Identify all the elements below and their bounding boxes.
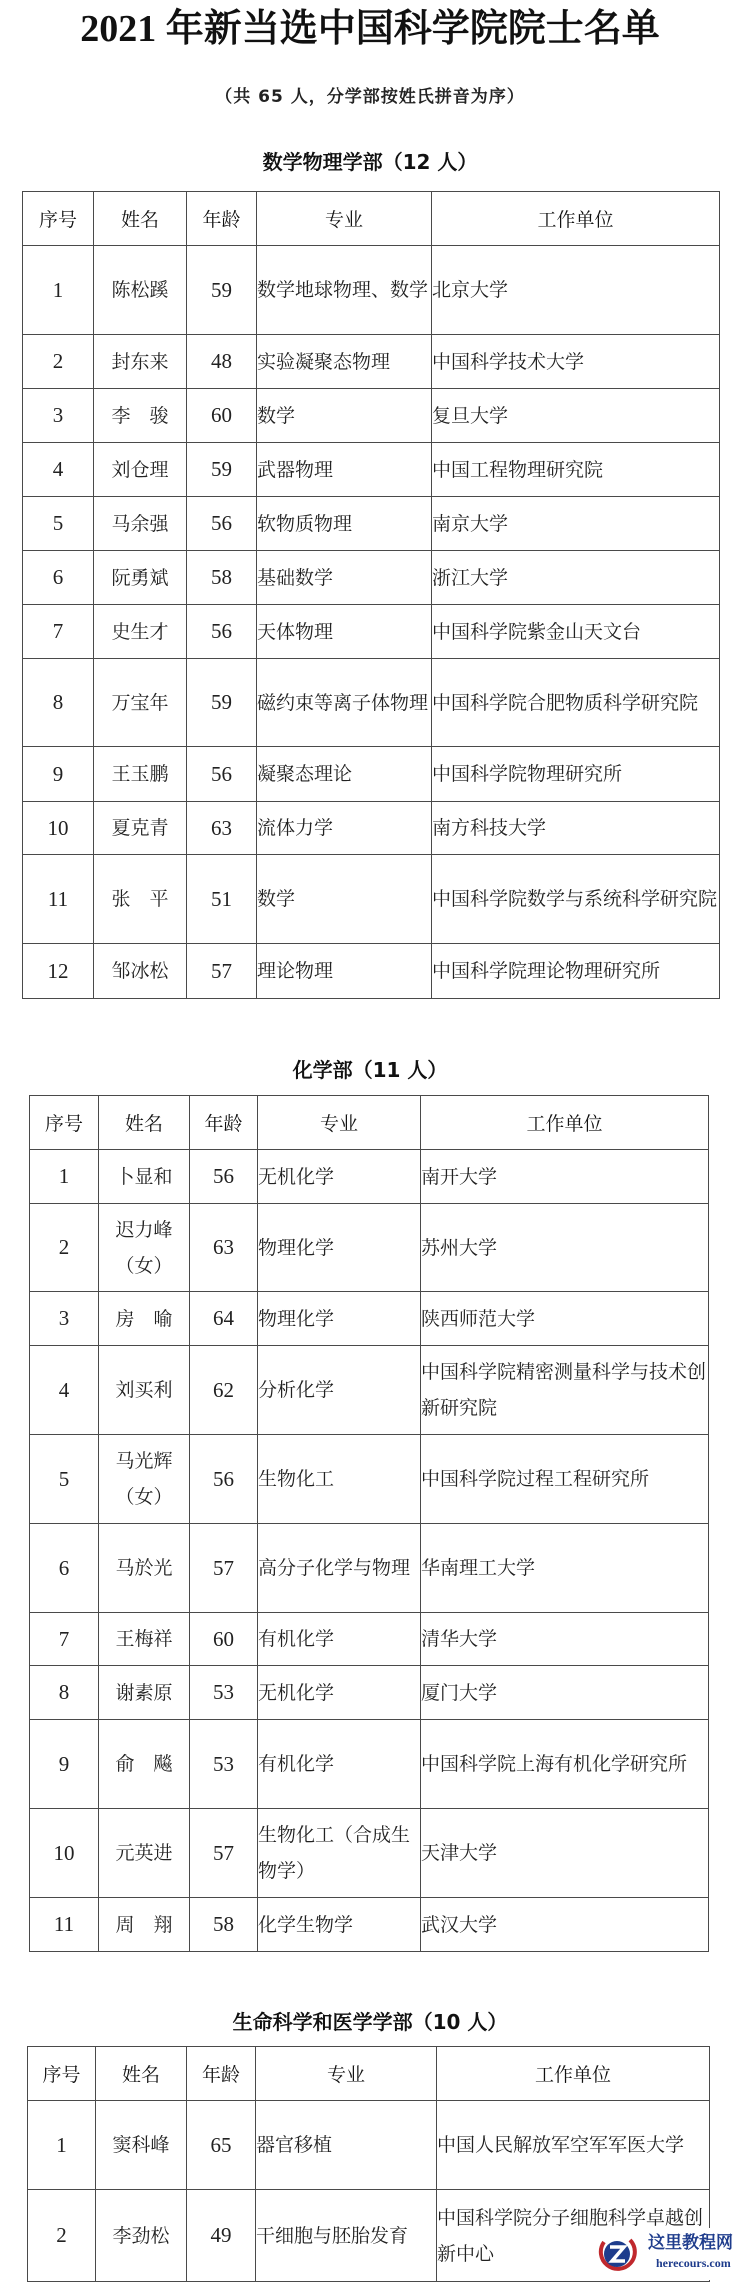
cell-age: 63: [190, 1204, 258, 1292]
cell-age: 53: [190, 1720, 258, 1809]
header-no: 序号: [28, 2047, 96, 2101]
table-header-row: [23, 192, 720, 246]
cell-age: 62: [190, 1346, 258, 1435]
header-unit: 工作单位: [421, 1096, 709, 1150]
cell-unit: 南方科技大学: [432, 802, 720, 855]
cell-name: 夏克青: [94, 802, 187, 855]
table-row: [30, 1435, 709, 1524]
cell-major: 物理化学: [258, 1204, 421, 1292]
cell-age: 60: [190, 1613, 258, 1666]
cell-name: 王梅祥: [99, 1613, 190, 1666]
cell-name: 迟力峰（女）: [99, 1204, 190, 1292]
section-heading-math-physics: 数学物理学部（12 人）: [262, 150, 478, 174]
cell-name: 李劲松: [96, 2190, 187, 2282]
cell-no: 9: [30, 1720, 99, 1809]
cell-no: 2: [23, 335, 94, 389]
table-row: [23, 659, 720, 747]
header-name: 姓名: [96, 2047, 187, 2101]
cell-age: 64: [190, 1292, 258, 1346]
cell-age: 59: [187, 659, 257, 747]
cell-age: 58: [190, 1898, 258, 1952]
cell-major: 流体力学: [257, 802, 432, 855]
cell-name: 封东来: [94, 335, 187, 389]
section-heading-chemistry: 化学部（11 人）: [292, 1058, 448, 1082]
header-name: 姓名: [94, 192, 187, 246]
table-row: [30, 1524, 709, 1613]
table-row: [23, 855, 720, 944]
cell-no: 12: [23, 944, 94, 999]
cell-age: 57: [187, 944, 257, 999]
table-row: [30, 1346, 709, 1435]
cell-no: 1: [23, 246, 94, 335]
cell-no: 5: [23, 497, 94, 551]
cell-name: 史生才: [94, 605, 187, 659]
document-title: 2021 年新当选中国科学院院士名单: [80, 8, 660, 50]
cell-name: 元英进: [99, 1809, 190, 1898]
cell-age: 60: [187, 389, 257, 443]
cell-major: 数学: [257, 389, 432, 443]
cell-age: 59: [187, 443, 257, 497]
cell-name: 房 喻: [99, 1292, 190, 1346]
cell-no: 6: [30, 1524, 99, 1613]
cell-name: 陈松蹊: [94, 246, 187, 335]
cell-age: 49: [187, 2190, 256, 2282]
cell-name: 卜显和: [99, 1150, 190, 1204]
table-row: [30, 1204, 709, 1292]
header-major: 专业: [258, 1096, 421, 1150]
table-row: [30, 1898, 709, 1952]
table-row: [23, 802, 720, 855]
cell-no: 7: [30, 1613, 99, 1666]
cell-unit: 中国科学院理论物理研究所: [432, 944, 720, 999]
header-no: 序号: [30, 1096, 99, 1150]
cell-age: 56: [187, 497, 257, 551]
document-subtitle: （共 65 人，分学部按姓氏拼音为序）: [215, 87, 525, 107]
cell-unit: 中国科学院数学与系统科学研究院: [432, 855, 720, 944]
cell-no: 6: [23, 551, 94, 605]
cell-name: 周 翔: [99, 1898, 190, 1952]
table-row: [23, 747, 720, 802]
cell-major: 数学: [257, 855, 432, 944]
watermark-site-name: 这里教程网: [648, 2233, 733, 2253]
cell-age: 65: [187, 2101, 256, 2190]
table-row: [23, 389, 720, 443]
cell-major: 凝聚态理论: [257, 747, 432, 802]
cell-unit: 中国人民解放军空军军医大学: [437, 2101, 710, 2190]
cell-no: 5: [30, 1435, 99, 1524]
cell-age: 57: [190, 1809, 258, 1898]
cell-major: 化学生物学: [258, 1898, 421, 1952]
cell-name: 刘仓理: [94, 443, 187, 497]
cell-name: 王玉鹏: [94, 747, 187, 802]
cell-major: 软物质物理: [257, 497, 432, 551]
cell-unit: 中国科学院物理研究所: [432, 747, 720, 802]
cell-name: 窦科峰: [96, 2101, 187, 2190]
cell-unit: 武汉大学: [421, 1898, 709, 1952]
cell-no: 4: [30, 1346, 99, 1435]
cell-no: 11: [30, 1898, 99, 1952]
table-row: [28, 2101, 710, 2190]
cell-no: 3: [23, 389, 94, 443]
cell-unit: 中国科学院过程工程研究所: [421, 1435, 709, 1524]
cell-major: 无机化学: [258, 1666, 421, 1720]
cell-major: 器官移植: [256, 2101, 437, 2190]
cell-no: 10: [23, 802, 94, 855]
cell-unit: 天津大学: [421, 1809, 709, 1898]
header-major: 专业: [256, 2047, 437, 2101]
cell-major: 无机化学: [258, 1150, 421, 1204]
table-row: [30, 1720, 709, 1809]
cell-name: 李 骏: [94, 389, 187, 443]
cell-no: 7: [23, 605, 94, 659]
cell-age: 53: [190, 1666, 258, 1720]
table-row: [30, 1666, 709, 1720]
table-row: [30, 1292, 709, 1346]
header-unit: 工作单位: [437, 2047, 710, 2101]
cell-unit: 中国科学院上海有机化学研究所: [421, 1720, 709, 1809]
cell-name: 阮勇斌: [94, 551, 187, 605]
cell-unit: 厦门大学: [421, 1666, 709, 1720]
header-name: 姓名: [99, 1096, 190, 1150]
cell-name: 谢素原: [99, 1666, 190, 1720]
cell-unit: 中国工程物理研究院: [432, 443, 720, 497]
header-age: 年龄: [187, 2047, 256, 2101]
cell-major: 生物化工（合成生物学）: [258, 1809, 421, 1898]
cell-no: 4: [23, 443, 94, 497]
cell-no: 8: [30, 1666, 99, 1720]
cell-name: 刘买利: [99, 1346, 190, 1435]
cell-name: 马余强: [94, 497, 187, 551]
cell-no: 11: [23, 855, 94, 944]
cell-major: 天体物理: [257, 605, 432, 659]
table-row: [23, 605, 720, 659]
cell-unit: 苏州大学: [421, 1204, 709, 1292]
cell-major: 高分子化学与物理: [258, 1524, 421, 1613]
table-math-physics: [22, 191, 720, 999]
cell-major: 有机化学: [258, 1720, 421, 1809]
cell-unit: 南开大学: [421, 1150, 709, 1204]
cell-unit: 陕西师范大学: [421, 1292, 709, 1346]
cell-no: 1: [30, 1150, 99, 1204]
table-header-row: [28, 2047, 710, 2101]
cell-unit: 浙江大学: [432, 551, 720, 605]
cell-age: 51: [187, 855, 257, 944]
cell-name: 俞 飚: [99, 1720, 190, 1809]
cell-unit: 中国科学院合肥物质科学研究院: [432, 659, 720, 747]
header-no: 序号: [23, 192, 94, 246]
cell-name: 万宝年: [94, 659, 187, 747]
cell-major: 磁约束等离子体物理: [257, 659, 432, 747]
cell-major: 理论物理: [257, 944, 432, 999]
table-row: [23, 497, 720, 551]
header-unit: 工作单位: [432, 192, 720, 246]
header-major: 专业: [257, 192, 432, 246]
cell-major: 分析化学: [258, 1346, 421, 1435]
watermark: [592, 2228, 740, 2280]
cell-age: 56: [190, 1435, 258, 1524]
cell-age: 56: [187, 605, 257, 659]
cell-major: 干细胞与胚胎发育: [256, 2190, 437, 2282]
cell-name: 张 平: [94, 855, 187, 944]
cell-major: 武器物理: [257, 443, 432, 497]
cell-name: 马光辉（女）: [99, 1435, 190, 1524]
cell-age: 57: [190, 1524, 258, 1613]
cell-age: 58: [187, 551, 257, 605]
cell-age: 56: [190, 1150, 258, 1204]
cell-no: 2: [28, 2190, 96, 2282]
cell-no: 1: [28, 2101, 96, 2190]
table-row: [23, 551, 720, 605]
cell-no: 8: [23, 659, 94, 747]
cell-unit: 中国科学院精密测量科学与技术创新研究院: [421, 1346, 709, 1435]
cell-major: 生物化工: [258, 1435, 421, 1524]
cell-unit: 清华大学: [421, 1613, 709, 1666]
cell-major: 实验凝聚态物理: [257, 335, 432, 389]
cell-unit: 中国科学院分子细胞科学卓越创新中心: [437, 2190, 710, 2282]
cell-name: 马於光: [99, 1524, 190, 1613]
cell-unit: 华南理工大学: [421, 1524, 709, 1613]
cell-no: 2: [30, 1204, 99, 1292]
cell-unit: 中国科学技术大学: [432, 335, 720, 389]
table-row: [30, 1613, 709, 1666]
cell-major: 数学地球物理、数学: [257, 246, 432, 335]
table-row: [23, 944, 720, 999]
cell-no: 10: [30, 1809, 99, 1898]
cell-unit: 复旦大学: [432, 389, 720, 443]
cell-age: 63: [187, 802, 257, 855]
table-row: [23, 335, 720, 389]
z-logo-icon: [596, 2232, 638, 2274]
table-row: [30, 1150, 709, 1204]
table-chemistry: [29, 1095, 709, 1952]
section-heading-life-medicine: 生命科学和医学学部（10 人）: [232, 2010, 508, 2034]
cell-no: 9: [23, 747, 94, 802]
cell-age: 48: [187, 335, 257, 389]
cell-age: 56: [187, 747, 257, 802]
watermark-domain: herecours.com: [656, 2256, 731, 2270]
cell-age: 59: [187, 246, 257, 335]
cell-major: 有机化学: [258, 1613, 421, 1666]
table-row: [23, 443, 720, 497]
cell-unit: 中国科学院紫金山天文台: [432, 605, 720, 659]
header-age: 年龄: [190, 1096, 258, 1150]
cell-unit: 北京大学: [432, 246, 720, 335]
table-row: [23, 246, 720, 335]
cell-major: 基础数学: [257, 551, 432, 605]
cell-name: 邹冰松: [94, 944, 187, 999]
header-age: 年龄: [187, 192, 257, 246]
cell-unit: 南京大学: [432, 497, 720, 551]
table-header-row: [30, 1096, 709, 1150]
cell-no: 3: [30, 1292, 99, 1346]
cell-major: 物理化学: [258, 1292, 421, 1346]
table-row: [30, 1809, 709, 1898]
